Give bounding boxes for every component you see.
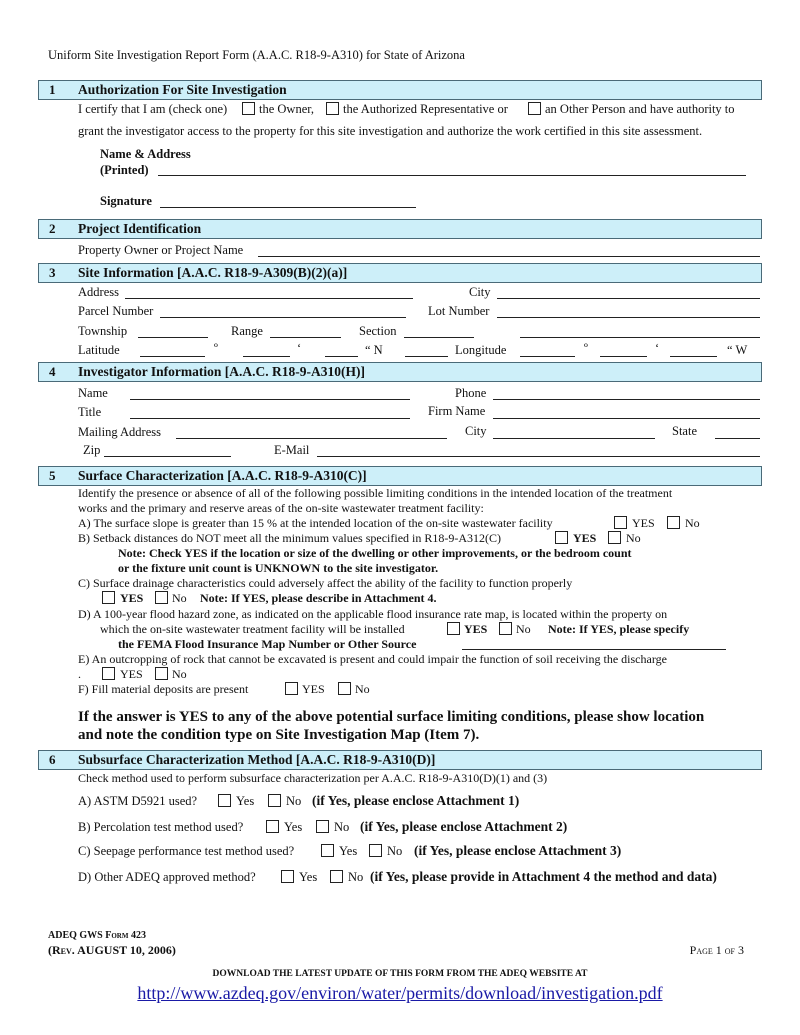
a-yes-checkbox[interactable] (614, 516, 627, 529)
firm-field[interactable] (493, 418, 760, 419)
degree-symbol: º (214, 341, 218, 355)
d-note: Note: If YES, please specify (548, 622, 690, 636)
item-e-dot: . (78, 667, 81, 681)
yes-label: Yes (236, 794, 255, 808)
c-no-checkbox[interactable] (155, 591, 168, 604)
section-title: Investigator Information [A.A.C. R18-9-A310(H)] (78, 364, 365, 379)
no-label: No (286, 794, 302, 808)
no-label: No (334, 820, 350, 834)
section-title: Authorization For Site Investigation (78, 82, 287, 97)
no-label: No (387, 844, 403, 858)
range-field[interactable] (270, 337, 341, 338)
project-name-label: Property Owner or Project Name (78, 243, 244, 257)
yes-label: YES (120, 591, 144, 605)
investigator-city-field[interactable] (493, 438, 655, 439)
longitude-minutes-field[interactable] (600, 356, 647, 357)
method-a: A) ASTM D5921 used? (78, 794, 198, 808)
authorized-rep-checkbox[interactable] (326, 102, 339, 115)
method-d: D) Other ADEQ approved method? (78, 870, 256, 884)
certify-label: I certify that I am (check one) (78, 102, 228, 116)
item-d-1: D) A 100-year flood hazard zone, as indicated on the applicable flood insurance rate map, is located within the property on (78, 607, 668, 621)
mailing-field[interactable] (176, 438, 447, 439)
township-field[interactable] (138, 337, 208, 338)
method-d-yes-checkbox[interactable] (281, 870, 294, 883)
lot-field[interactable] (497, 317, 760, 318)
revision-date: (Rev. AUGUST 10, 2006) (48, 943, 176, 957)
project-name-field[interactable] (258, 256, 760, 257)
method-a-note: (if Yes, please enclose Attachment 1) (312, 793, 520, 808)
no-label: No (516, 622, 531, 636)
address-label: Address (78, 285, 119, 299)
method-a-yes-checkbox[interactable] (218, 794, 231, 807)
s5-intro-2: works and the primary and reserve areas of the on-site wastewater treatment facility: (78, 501, 484, 515)
e-no-checkbox[interactable] (155, 667, 168, 680)
warning-line-2: and note the condition type on Site Investigation Map (Item 7). (78, 727, 480, 743)
method-b-yes-checkbox[interactable] (266, 820, 279, 833)
range-label: Range (231, 324, 263, 338)
lot-label: Lot Number (428, 304, 490, 318)
download-link[interactable]: http://www.azdeq.gov/environ/water/permits/download/investigation.pdf (137, 983, 663, 1003)
section-number: 4 (49, 364, 56, 379)
minute-symbol: ‘ (297, 341, 302, 355)
title-field[interactable] (130, 418, 410, 419)
method-b: B) Percolation test method used? (78, 820, 244, 834)
zip-label: Zip (83, 443, 101, 457)
no-label: No (172, 667, 187, 681)
c-yes-checkbox[interactable] (102, 591, 115, 604)
yes-label: Yes (339, 844, 358, 858)
method-d-note: (if Yes, please provide in Attachment 4 the method and data) (370, 869, 717, 884)
b-yes-checkbox[interactable] (555, 531, 568, 544)
phone-label: Phone (455, 386, 487, 400)
latitude-degrees-field[interactable] (140, 356, 205, 357)
section-5-header (38, 466, 762, 486)
parcel-field[interactable] (160, 317, 406, 318)
zip-field[interactable] (104, 456, 231, 457)
yes-label: YES (302, 682, 325, 696)
other-person-label: an Other Person and have authority to (545, 102, 735, 116)
section-1-header (38, 80, 762, 100)
section-label: Section (359, 324, 397, 338)
latitude-minutes-field[interactable] (243, 356, 290, 357)
printed-label: (Printed) (100, 163, 149, 177)
warning-line-1: If the answer is YES to any of the above potential surface limiting conditions, please show location (78, 709, 705, 725)
city-field[interactable] (497, 298, 760, 299)
latitude-seconds-field[interactable] (325, 356, 358, 357)
name-field[interactable] (130, 399, 410, 400)
latitude-extra-field[interactable] (405, 356, 448, 357)
yes-label: YES (573, 531, 597, 545)
section-3-header (38, 263, 762, 283)
f-yes-checkbox[interactable] (285, 682, 298, 695)
phone-field[interactable] (493, 399, 760, 400)
d-yes-checkbox[interactable] (447, 622, 460, 635)
b-no-checkbox[interactable] (608, 531, 621, 544)
item-a: A) The surface slope is greater than 15 % at the intended location of the on-site wastewater facility (78, 516, 553, 530)
grant-text: grant the investigator access to the property for this site investigation and authorize the work certified in this site assessment. (78, 124, 703, 138)
item-e: E) An outcropping of rock that cannot be excavated is present and could impair the function of soil receiving the discharge (78, 652, 667, 666)
yes-label: YES (120, 667, 143, 681)
longitude-seconds-field[interactable] (670, 356, 717, 357)
method-c-no-checkbox[interactable] (369, 844, 382, 857)
c-note: Note: If YES, please describe in Attachment 4. (200, 591, 437, 605)
method-c-note: (if Yes, please enclose Attachment 3) (414, 843, 622, 858)
no-label: No (172, 591, 187, 605)
section-4-header (38, 362, 762, 382)
email-field[interactable] (317, 456, 760, 457)
section-number: 6 (49, 752, 56, 767)
download-notice: DOWNLOAD THE LATEST UPDATE OF THIS FORM FROM THE ADEQ WEBSITE AT (212, 969, 588, 979)
no-label: No (355, 682, 370, 696)
investigator-city-label: City (465, 424, 487, 438)
extra-field[interactable] (520, 337, 760, 338)
firm-label: Firm Name (428, 404, 486, 418)
no-label: No (685, 516, 700, 530)
item-d-3: the FEMA Flood Insurance Map Number or Other Source (118, 637, 417, 651)
f-no-checkbox[interactable] (338, 682, 351, 695)
item-f: F) Fill material deposits are present (78, 682, 249, 696)
item-d-2: which the on-site wastewater treatment facility will be installed (100, 622, 405, 636)
name-address-label: Name & Address (100, 147, 191, 161)
method-c: C) Seepage performance test method used? (78, 844, 295, 858)
no-label: No (626, 531, 641, 545)
item-c: C) Surface drainage characteristics could adversely affect the ability of the facility to function properly (78, 576, 573, 590)
section-number: 1 (49, 82, 56, 97)
name-label: Name (78, 386, 108, 400)
section-number: 2 (49, 221, 56, 236)
owner-checkbox[interactable] (242, 102, 255, 115)
signature-label: Signature (100, 194, 152, 208)
method-d-no-checkbox[interactable] (330, 870, 343, 883)
form-number: ADEQ GWS Form 423 (48, 930, 146, 941)
b-note-2: or the fixture unit count is UNKNOWN to the site investigator. (118, 561, 439, 575)
north-label: “ N (365, 343, 383, 357)
authorized-rep-label: the Authorized Representative or (343, 102, 508, 116)
s6-intro: Check method used to perform subsurface characterization per A.A.C. R18-9-A310(D)(1) and (3) (78, 771, 548, 785)
longitude-label: Longitude (455, 343, 507, 357)
b-note-1: Note: Check YES if the location or size of the dwelling or other improvements, or the bedroom count (118, 546, 632, 560)
section-number: 3 (49, 265, 56, 280)
section-title: Subsurface Characterization Method [A.A.C. R18-9-A310(D)] (78, 752, 436, 767)
signature-field[interactable] (160, 207, 416, 208)
email-label: E-Mail (274, 443, 310, 457)
item-b: B) Setback distances do NOT meet all the minimum values specified in R18-9-A312(C) (78, 531, 502, 545)
title-label: Title (78, 405, 102, 419)
section-title: Surface Characterization [A.A.C. R18-9-A310(C)] (78, 468, 367, 483)
name-address-field[interactable] (158, 175, 746, 176)
form-title: Uniform Site Investigation Report Form (A.A.C. R18-9-A310) for State of Arizona (48, 48, 465, 62)
longitude-degrees-field[interactable] (520, 356, 575, 357)
yes-label: YES (464, 622, 488, 636)
state-label: State (672, 424, 697, 438)
s5-intro-1: Identify the presence or absence of all of the following possible limiting conditions in the intended location of the treatment (78, 486, 673, 500)
yes-label: YES (632, 516, 655, 530)
address-field[interactable] (125, 298, 413, 299)
mailing-label: Mailing Address (78, 425, 161, 439)
section-number: 5 (49, 468, 56, 483)
parcel-label: Parcel Number (78, 304, 154, 318)
a-no-checkbox[interactable] (667, 516, 680, 529)
method-a-no-checkbox[interactable] (268, 794, 281, 807)
section-title: Site Information [A.A.C. R18-9-A309(B)(2)(a)] (78, 265, 348, 280)
city-label: City (469, 285, 491, 299)
yes-label: Yes (284, 820, 303, 834)
minute-symbol: ‘ (655, 341, 660, 355)
state-field[interactable] (715, 438, 760, 439)
e-yes-checkbox[interactable] (102, 667, 115, 680)
other-person-checkbox[interactable] (528, 102, 541, 115)
section-title: Project Identification (78, 221, 202, 236)
fema-source-field[interactable] (462, 649, 726, 650)
no-label: No (348, 870, 364, 884)
west-label: “ W (727, 343, 748, 357)
method-b-no-checkbox[interactable] (316, 820, 329, 833)
section-field[interactable] (404, 337, 474, 338)
method-b-note: (if Yes, please enclose Attachment 2) (360, 819, 568, 834)
degree-symbol: º (584, 341, 588, 355)
township-label: Township (78, 324, 128, 338)
page-number: Page 1 of 3 (689, 943, 744, 957)
section-6-header (38, 750, 762, 770)
yes-label: Yes (299, 870, 318, 884)
latitude-label: Latitude (78, 343, 120, 357)
method-c-yes-checkbox[interactable] (321, 844, 334, 857)
owner-label: the Owner, (259, 102, 315, 116)
d-no-checkbox[interactable] (499, 622, 512, 635)
section-2-header (38, 219, 762, 239)
